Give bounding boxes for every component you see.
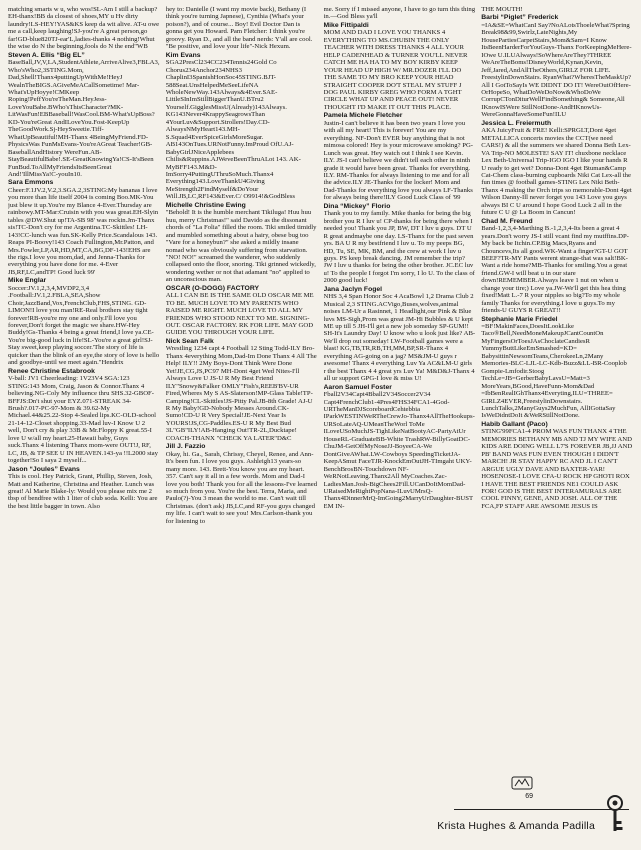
student-entry (166, 285, 318, 337)
student-entry (481, 316, 633, 420)
student-name: Pamela Michele Fletcher (323, 112, 403, 120)
entry-text: THE MOUTH! (481, 6, 523, 13)
student-entry (8, 179, 160, 276)
student-name: Dina “Mickey” Florio (323, 202, 391, 210)
seal-icon (511, 776, 533, 790)
student-entry (324, 203, 476, 285)
student-entry (166, 202, 318, 284)
student-name: Chad M. Freund (481, 217, 533, 225)
entry-text: ALL I CAN BE IS THE SAME OLD OSCAR ME ME TO BE. MUCH LOVE TO MY PARENTS WHO RAISED ME RIGHT. MUCH LOVE TO ALL MY FRIENDS WHO STOOD NEXT TO ME. SIGNING-OUT. OSCAR FACTORY. RK FOR LIFE. MAY GOD GUIDE YOU THROUGH YOUR LIFE. (165, 292, 314, 337)
page-footer (0, 772, 641, 850)
student-name: Steven A. Ellis “Big EL” (8, 51, 85, 59)
page-credits: Krista Hughes & Amanda Padilla (437, 820, 595, 832)
student-name: Michelle Christine Ewing (165, 201, 246, 209)
student-name: Jessica L. Freiermuth (481, 119, 552, 127)
student-entry (481, 6, 633, 13)
entry-text: BaseBall,JV,V,LA,StudentAthlete,ArriveAlive3,FBLA3,Who'sWho2,3STING.Mom, Dad,Shell!Thanx4puttingUpWithMe!HeyJ WealnTheBIGS.AGiveMeACallSometime! Mar-What'sUpHoyye!CMKeep Roping!PeffYou'reTheMan.HeyJess-LoveYouBabe.BWho'sThisCharacter?MK-LitWasFun!EBBaseball!WasCool.BM-What'sUpBoss?KD-You'reGreat AndILoveYou.Fost-KeepUp TheGoodWork.Sj-HeySweetie.Tiff-WhatUpBeautiful!MH-Thanx 4BeingMyFriend.FD-PhysicsWas FunMsEvans-You'reAGreat Teacher!GB-BaseballAndHistory WereFun.AB-StayBeautifulBabe!.SE-GreatKnowingYa!CS-It'sBeen FunBud.ToAllMyFriendsItsBeenGreat And!'IllMissYa!C-youIn10. (8, 59, 160, 178)
student-entry (166, 6, 318, 51)
student-entry (8, 277, 160, 366)
entry-text: Soccer:JV.1,2,3,4,MVDP2,3,4 .Football:JV.1,2.FBLA,SEA,Show Choir,JazzBand,Vox,FrenchClub,FHS,STING. GD-LIMON!I love you man!RE-Real brothers stay tight forever!RB-you're my one and only.I'll love you forever,Don't forget the magic we share.HW-Hey Buddy!Gs-Thanks 4 being a great friend,I love ya.CE-You're big-good luck in life!SL-You're a great girl!SJ-Stay sweet,keep playing soccer.'The story of life is quicker than the blink of an eye,the story of love is hello and goodbye-until we meet again."Hendrix (8, 284, 160, 367)
student-name: Sara Emmons (8, 179, 54, 187)
entry-text: MOM AND DAD I LOVE YOU THANKS 4 EVERYTHING TO MS.CHUBIN THE ONLY TEACHER WITH DRESS THANKS 4 ALL YOUR HELP CADENHEAD & TURNER YOU'LL NEVER CATCH ME HA HA TO MY BOY KIRBY KEEP YOUR HEAD UP HIGH W/ MR.DOZER I'LL DO THE SAME TO MY BRO KEEP YOUR HEAD STRAIGHT COOPER DO'T STEAL MY STUFF J DOG PAUL KIRBY GREG WHO FORM A TGHT CIRCLE WHAT UP AND PEACE OUT! NEVER THOUGHT I'D MAKE IT OUT THIS PLACE. (323, 29, 468, 111)
student-name: Stephanie Marie Friedel (481, 315, 558, 323)
key-icon (603, 794, 627, 834)
entry-text: Band-1,2,3,4-Marthing B.-1,2,3,4-Its been a great 4 years.Don't worry JS-I still vcant find my mutffins.DP-My back be Itchin.CP.Big Macs,Ryans and Chouncevs,Its all good.WK-Want a finger?GT-U GOT BEEF?TR-MY Pants werent strange-that was salt!BK-Want a ride home?MB-Thanks for smiling.You a great friend.GW-I will beat u in our stare down!REMEMBER.Always leave 1 nut on when u change your tire;) Love ya.JW-We'll get this hea thing fixed!Matt L.-7 R your nipples so big?To my whole family Thanks for everything.I love u guys.To my friends-U GUYS R GREAT!! (481, 225, 629, 315)
student-entry (166, 443, 318, 525)
student-entry (8, 52, 160, 179)
student-entry (481, 120, 633, 217)
student-entry (8, 6, 160, 51)
student-entry (166, 52, 318, 201)
column-2 (166, 6, 318, 774)
entry-text: STING'99FCA1-4 PROM WAS FUN THANX 4 THE MEMORIES BETHANY MB AND TJ MY WIFE AND KIDS ARE DOING WELL L7'S FOREVER JB,JJ AND PB' BAND WAS FUN EVEN THOUGH I DIDN'T MARCH! JR STAY HAPPY RC AND JL I CAN'T ARGUE UGLY DAVE AND BAXTER-YAR! HOSENOSE-I LOVE CFA-U ROCK HP GHOTI ROX I HAVE THE BEST FRIENDS NE1 COULD ASK FOR! GOD IS THE BEST INTERAMURALS ARE COOL FINNY, GENE, AND JOSH. ALL OF THE FCA,FP STAFF ARE AWSOME JESUS IS (481, 428, 633, 510)
student-entry (324, 384, 476, 511)
student-entry (324, 22, 476, 111)
entry-text: SGA2PresCl234CC234Tennis24Gold Co Chorus234Anchor234NHS3 ChaplinI3SpanishHonSoc45STING.BJT-588Seat.UnsHelpedMeSeeLifeNA WholeNewWay.143Always&4Ever.SAE-LittleSInImStillBiggerThanU.BTru2 Yourself.GigglesMissU(Already)143Always. KG143Never4KrappySeagrowsThan 4YourLuv&Support.Strollers!Day.CD-AlwaysNMyHeart143.MH-S.Squad4EverSpiceGirlsMoreSugar. AB143OnTues.URNotFunny.ImProud OfU.AJ-BabyGirlJNiceApplebees Chilis&Ruppins.AJWeveBeenThruALot 143. AK-MyBFF143.M&D-ImSorry4PuttingUThruSoMuch.Thanx4 Everything143.LoveThankU4Giving MeStrength2FindMyself&DoYour Will.JB,LC,RF143&Ever.C/ O9914!&GodBless (165, 59, 301, 201)
student-name: Aaron Samuel Foster (323, 383, 392, 391)
entry-text: =BF!MakinFaces,DoesItLookLike Taco®Bell,NeedMoneMakeupJCantCountOn MyFingersOrToesJAsChoclateCandiesR YummyButtLikeEmSmashed=KD= BabysittinNewsomTeans,CherokeeLn,2Many Memories-BLC-LJL-LC-Kdb-Buzz&LL-BR-Cooplob Gompie-Lmfodir.Stoog TechLe=JB=GerberBabyLavsU=Matt=3 MoreYears,BGood,HaveFunn-Mom&Dad =IbBenRealIGhThanx4Everyting,ILU=THREE= GIRLZ4EVER,FreestylinDownstairs. LunchTalks,2ManyGuys2MuchFun, AllIGottaSay IsWeDidntDoIt &WeRStillNotDone. (481, 323, 627, 420)
student-entry (166, 338, 318, 442)
student-entry (324, 6, 476, 21)
entry-text: V-ball: JV1 Cheerleading: 1V23V4 SGA:123 STING:143 Mom, Craig, Jason & Connor.Thanx 4 believing.NG-Coly My influence thru SHS.32-GBOF-BFFJS:Dn't shut your EYZ.071-STREAK 34-Brush?.017-PC-97-Mom & 39.62-My Michael.44&25.22-Stop 4-Sealed lips.KC-OLD-school 21-14-12-Closet shopping.33-Mad luv-I Know U 2 well, Don't cry & play 33B & Mr.Floppy K great.55-I love U w/all my heart.25-Hawaii baby, Guys suck.Thanx 4 listening Thanx mom-were OUT!J, RF, LC, JB, & TP SEE U IN HEAVEN.143-ya !!L2000 stay together!So I saya 2 myself... (8, 375, 158, 465)
student-entry (324, 286, 476, 383)
student-entry (481, 14, 633, 118)
student-entry (8, 466, 160, 511)
entry-text: This is cool. Hey Patrick, Grant, Phillip, Steven, Josh, Matt and Katherine, Christina and Heather. Lunch was great! Al Marie Blake-ly: Would you please mix me 2 tbsp of bendfree with 1 liter of club soda. Kelli: You are the best little bagger in town. Also (8, 473, 158, 510)
column-3 (324, 6, 476, 774)
student-name: OSCAR (O-DOGG) FACTORY (165, 284, 260, 292)
student-name: Mike Englar (8, 277, 47, 285)
entry-text: AKA JuicyFruit & FRE! Kelli:SPRGLT,Dont 4get METALLICA concerts movies the CCT(we need CARS!) & all the summers we shared Donna Beth Lex-VA Trip-NO MOLESTE! SAY IT! chuxbone necklace Lex Beth-Universal Trip-IGO IGO I like your hands R U ready to get wet? Donna-Dont 4get Btuman&Camp Cat-Chem class-burning cupboards Niki Cat Lex-all the fun times @ football games-STING Lex Niki Beth-Thanx 4 making the Orch trips so memorable-Dont 4get Wilson Danny-Ill never forget you 143 Love you guys always BI C U around I hope Good Luck 2 all in the future C U @ La Boom in Cancun! (481, 127, 632, 217)
column-4 (481, 6, 633, 774)
entry-columns (8, 6, 633, 774)
student-entry (481, 421, 633, 510)
student-entry (324, 112, 476, 201)
student-name: Kim Evans (165, 51, 201, 59)
student-name: Renee Christine Estabrook (8, 367, 95, 375)
student-name: Mike Fittipaldi (323, 21, 369, 29)
entry-text: Justin-I can't believe it has been two years I love you with all my heart! This is forever! You are my everything. NF-Don't EVER buy anything that is not mimosa colored! Hey is your microwave smoking? PG-Lunch was great. Hey watch out I think I see Kevin. ILY. JS-I can't believe we didn't tell each other in ninth grade it would have been great. Thanks for everything. ILY. RM-Thanks for always listening to me and for all the advice.ILY JE-Thanks for the locker! Mom and Dad-Thanks for everything love you always LF-Thanks for always being there!ILY Good Luck Class of '99 (323, 119, 474, 202)
entry-text: hey to: Danielle (I want my movie back), Bethany (I think you're turning Japnese), Cynthia (What's your poison?), and of course... Boy! Evil Doctor Dan is gonna get you Howard. Pam Fletcher: I think you're groovy. Ryan D., and all the band nerds: Y'all are cool. "Be positive, and love your life"-Nick Hexum. (165, 6, 313, 51)
column-1 (8, 6, 160, 774)
student-name: Jason “Joules” Evans (8, 465, 80, 473)
entry-text: matching smarts w u, who wos!SL-Am I still a backup? EH-thanx!BB da closest of shoes,MY u Hv dirty laundry!LS-HEY!YAS&KS keep da wit alive. AT-u owe me a call,keep laughing!SJ-you're A great person,go far!GD-blue820TJ-ear'L,ladies-thanks 4 nothing!Whut the wise do N the beginning,fools do N the end"WB (8, 6, 160, 51)
student-name: Jana Jaclyn Fogel (323, 285, 383, 293)
entry-text: Thank you to my family. Mike thanks for being the big brother you R I luv u! CP-thanks for being there when I needed you! Thank you JP, BW, DT I luv u guys. DT U R great andmaybe one day. LS-Thanx for the past seven yrs. BA U R my bestfriend I luv u. To my peeps BG, HD, Tu, SE, MK, BM, and the crew at work I luv u guys. PS keep break dancing. JM remember the trip? JW I luv u thanks for being the other brother. JC.EC luv u! To the people I forgot I'm sorry, I lo U. To the class of 2000 good luck! (323, 210, 475, 285)
entry-text: Fball2V34Capt4Bball2V34Soccer2V34 Capt4FrenchClub1-4Pres4FHS34FCA1-4God-URTheManDJScoreboardCehtebbia IParkWESTINWeRTheCrewJo-Thanx4AllTheHookups-URSoLateAQ-UMeanTheWorl ToMe ILoveUSoMuchJS-TighLikeNatBootyAC-PartyAtUr HouseRL-GraduateBB-White TrashRW-BillyGoatDC-ChuJM-GetOffMyNoseJJ-BoyeeCA-We DontGiveAWhat.LW-Cowboys SpeedingTicketJA-KeepASmut FaceTJR-KnockEmOutJH-TImgaht UKY-BenchBrosBN-Touchdown NF-WeRNotLeaving.Thanx2All MyCoaches.Zac-LadiesMan.Josh-BigChees2Fill.UCanDoItMomDad-URaisedMeRightPopNana-ILuvUMrsQ-Thanx4DinnerMrQ-ImGoing2MarryUrDaughter-BUST EM IN- (323, 391, 475, 510)
entry-text: "Behold! It is the humble merchant Tikiluga! Huu huu huu, merry Christmas!" said Davido as the dissonant chords of "La Folia" filled the room. Tiki smiled timidly and mumbled something about a hairy, obese bug too "Vare for a honeybun?" she asked a mildly insane nomad who was obviously suffering from starvation. "NO! NO!" screamed the wanderer, who suddenly collapsed onto the floor, snoring. Tiki grinned wickedly, wondering wether or not that adamant "no" applied to an unconscious man. (165, 209, 317, 284)
entry-text: me. Sorry if I missed anyone, I have to go turn this thing in.—God Bless ya'll (323, 6, 476, 21)
page-number: 69 (525, 793, 533, 800)
entry-text: =IA&SE=WhatCanI Say?NoALotsThoeleWhat?Spring Break98&99,Swirlz,LateNights,My HousePartiesCarpetStairs,Mom&Sam=I Know ItsBeenHarderForYouGuys-Thanx ForKeepingMeHere-IOwe U.ILUAlways!SoWhereAreThey?THREE WeAreTheBoms!DisneyWorld,Kynan,Kevin, Jeff,Jared,AndAllTheOthers,GIRLZ FOR LIFE. FreestylinDownStairs. RyanWhat?WheresTheMaskUp?All I GotToSayIs WE DIDNT DO IT! WereOutOfHere-OrHopeSo, WhatDoWeDoNow&WhoDoWe CorrupCTonDiturWellFindSomething& Someone,All IKnowISWere StillNotDone-AndHKnowUs-WereGonnaHaveSomeFun!ILU (481, 21, 632, 119)
student-name: Habib Gallant (Paco) (481, 420, 548, 428)
entry-text: Wrestling 1234 capt 4 Football 12 Sting Todd-ILY Bro-Thanx 4everything Mom,Dad-Im Done Thanx 4 All The Help! ILY!! 2My Boys-Dont Think Were Done Yet!JE,CG,JS,PC97 MH-Dont 4get Wed Nites-I'll Always Love U JS-U R My Best Friend ILY"Snowy&Falker OMLY"Fish's,REEB'BV-UR Fired,Wheres My S AS-Slaterson!MP-Glass Table!TP-Camping!CL-Skittles!JS-Pitty Pal.JB-8th Grade! AJ-U R My Baby!GD-Nobody Messes Around.CK-Sumo!CD-U R Very Special!JE-Next Year Is YOURS!JS,CG-Paddles.ES-U R My Best Bud 3L"GB"ILY!AB-Hanging Out!TR-2L,Ducktape! COACH-THANX "CHECK YA LATER"D&C (165, 345, 317, 442)
student-name: Nick Sean Falk (165, 337, 214, 345)
student-entry (8, 368, 160, 465)
student-name: Jill J. Fazzio (165, 443, 206, 451)
student-entry (481, 218, 633, 315)
entry-text: Okay, hi. Ga., Sarah, Chrissy, Cheyel, Renee, and Ann- It's been fun. I love you guys. Ashleigh13 years-so many more. 143. Brett-You know you are my heart. 357. Can't say it all in a few words. Mom and Dad-I love you both! Thank you for all the lessons-I've learned so much from you. You're the best. Terra, Maria, and Paulo(?)-You 3 mean the world to me. Can't wait till Christmas. (don't ask) JB,LC,and RF-you guys changed my life. I can't wait to see you! Mrs.Carlson-thank you for listening to (165, 450, 318, 525)
entry-text: Cheer:F.1JV.2,V.2,3.SGA.2,3STING:My bananas I love you more than life itself 2004 is coming Boo.MK-You just blew it up.You're my Blance 4-Ever.Thursday are rainbowy.MT-Mar:Cruisin with you was great.EH-Slyin tables @DW.Shut up!TA-SB 98' was rockin.Jm-Thanx sis!TC-Don't cry for me Argentina.TC-Skittles! LH-143!CC-lunch was fun.SK-Kelly Price.Scandalous 143. Reaps PI-Boovy!143 Coach Fullington,Mr.Patton, and Mrs.Fowler,LP,AR,HD,MT,CA,BG,DF-143!EHS are the rigs.I love you mom,dad, and Jenna-Thanks for everything you have done for me. 4-Ever JB,RF,LC,andTP! Good luck 99' (8, 186, 159, 276)
student-name: Barbi “Piglet” Frederick (481, 14, 559, 22)
entry-text: NHS 3,4 Span Honor Soc 4 AcaBowl 1,2 Drama Club 2 Musical 2,3 STING.ACVigo,Buses,wolves,animal noises LM-Ur a Rasinnet, 1 Headlight,our Pink & Blue luvs MS-Sigh,Prom was great JM-Hi Bubbles & U kept ME up till 5 JH-I'll get a new job someday SP-GUM!! SH-It's Laundry Day! U know who u look just like? AB-We'll drop out someday! LW-Football games were a blast! KG,TB,TR,RB,TH,MM,BP,SR-Thanx 4 everything AG-going on a jag? MS&JM-U guys r awesome! Thanx 4 everything Luv Ya AC&LM-U girls r the best Thanx 4 4 great yrs Luv Ya! M&D&J-Thanx 4 all ur support GPG-I love & miss U! (323, 293, 476, 383)
